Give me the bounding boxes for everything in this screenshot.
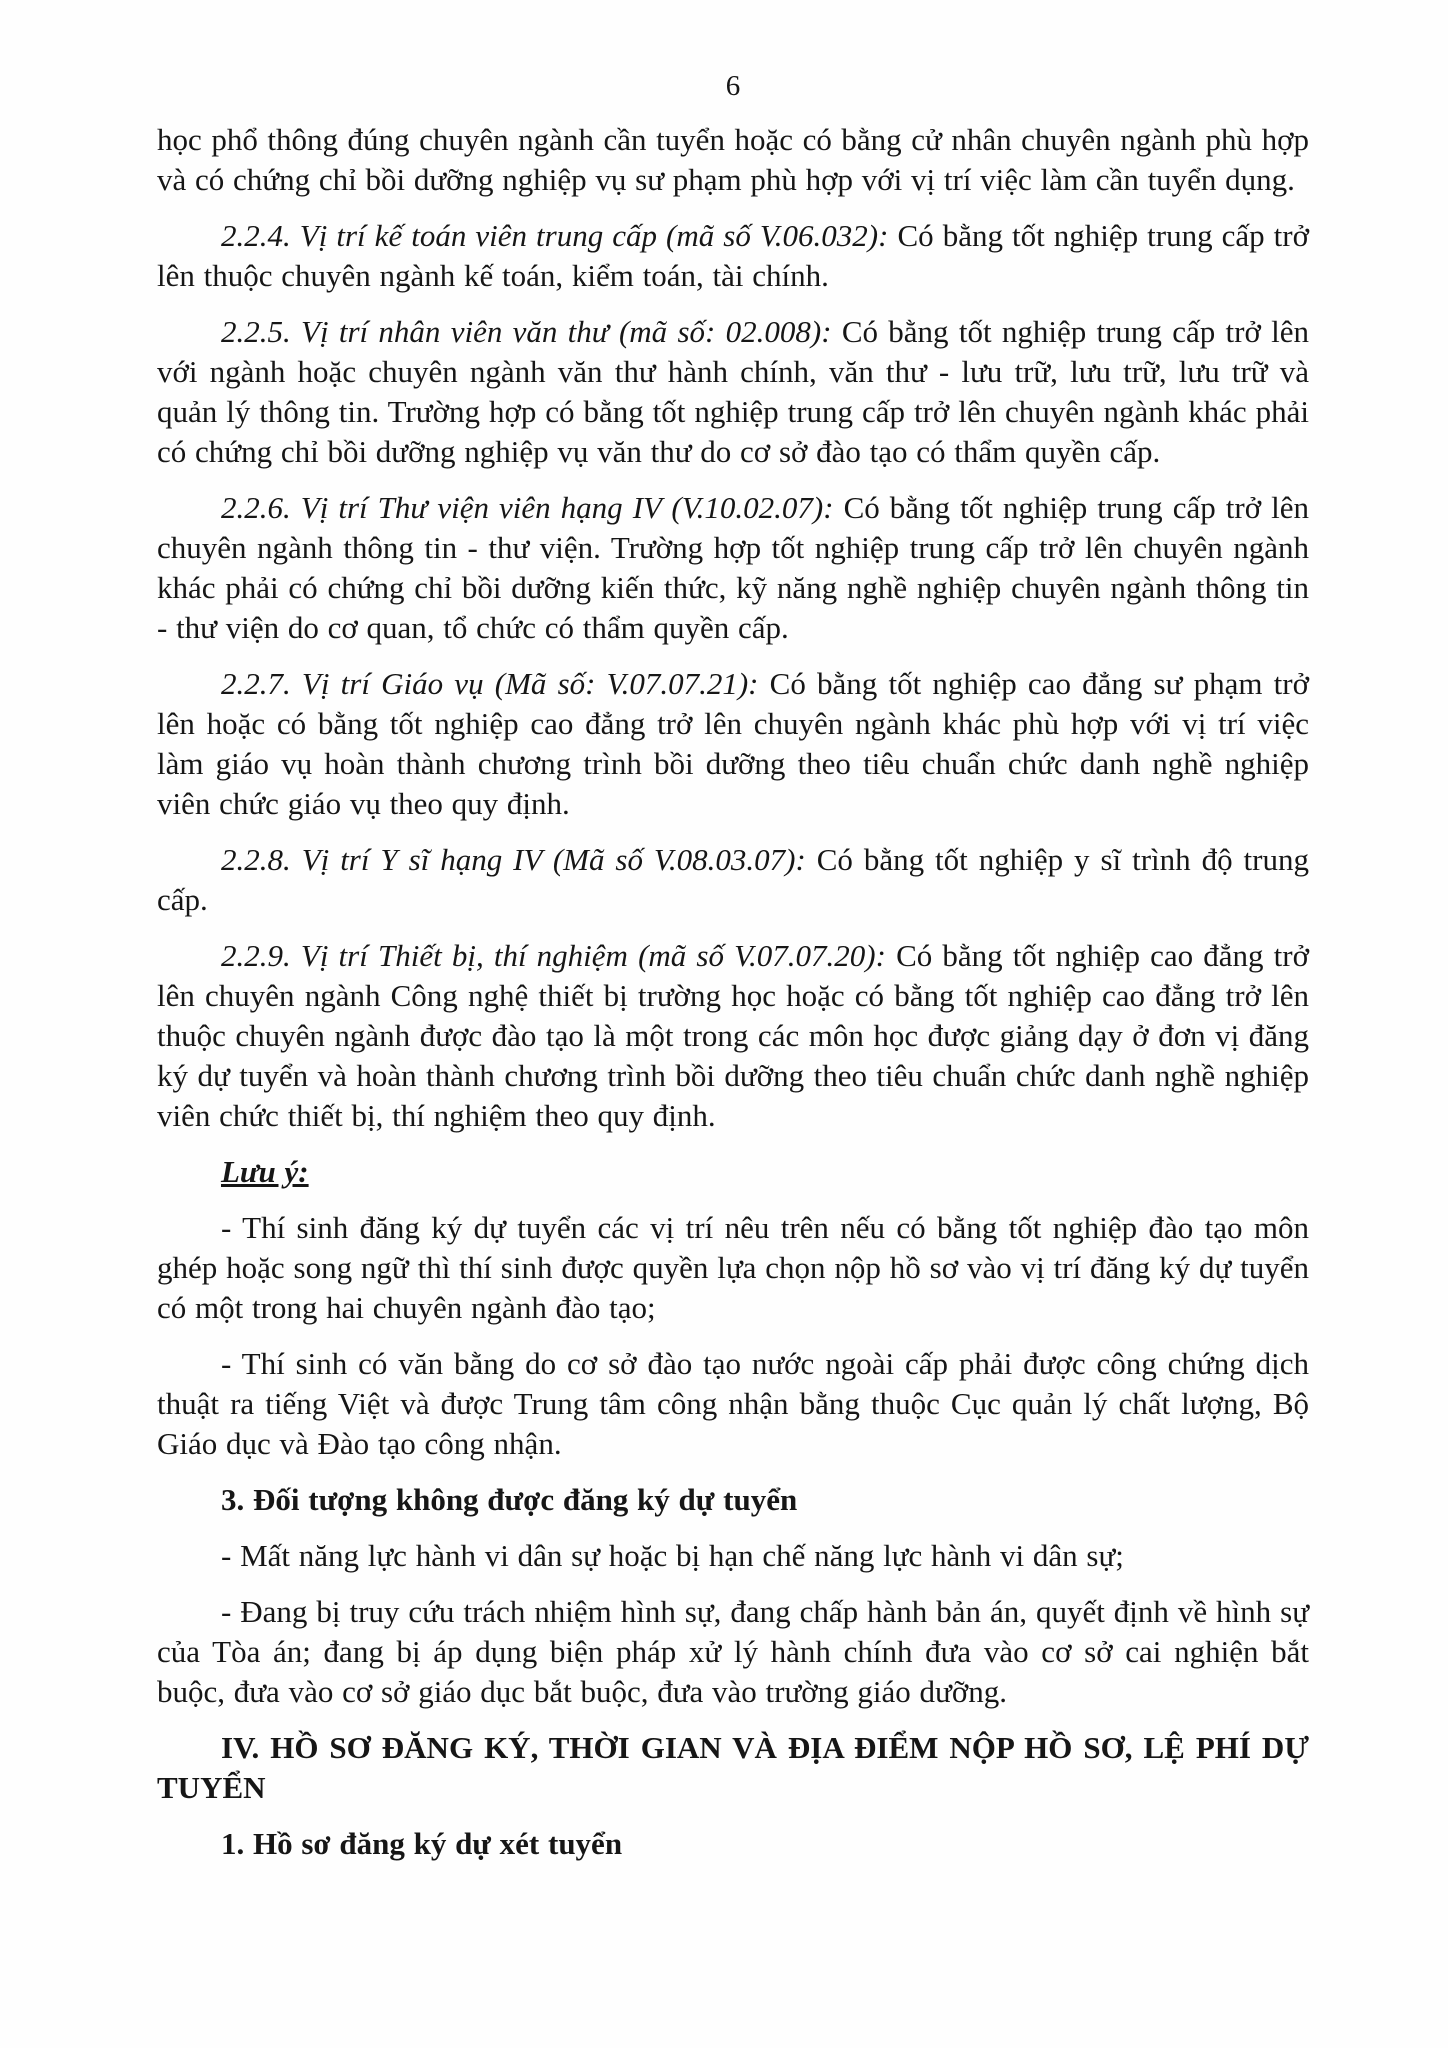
section-2-2-6-text: Có bằng tốt nghiệp trung cấp trở lên chuyên ngành thông tin - thư viện. Trường hợp tốt nghiệp trung cấp trở lên chuyên ngành khác phải có chứng chỉ bồi dưỡng kiến thức, kỹ năng nghề nghiệp chuyên ngành thông tin - thư viện do cơ quan, tổ chức có thẩm quyền cấp. (157, 490, 1309, 645)
section-2-2-8 (157, 840, 1309, 920)
heading-3: 3. Đối tượng không được đăng ký dự tuyển (221, 1482, 798, 1517)
section-2-2-7 (157, 664, 1309, 824)
section-3-bullet-2: - Đang bị truy cứu trách nhiệm hình sự, đang chấp hành bản án, quyết định về hình sự của Tòa án; đang bị áp dụng biện pháp xử lý hành chính đưa vào cơ sở cai nghiện bắt buộc, đưa vào cơ sở giáo dục bắt buộc, đưa vào trường giáo dưỡng. (157, 1594, 1309, 1709)
section-2-2-5-text: Có bằng tốt nghiệp trung cấp trở lên với ngành hoặc chuyên ngành văn thư hành chính, văn thư - lưu trữ, lưu trữ, lưu trữ và quản lý thông tin. Trường hợp có bằng tốt nghiệp trung cấp trở lên chuyên ngành khác phải có chứng chỉ bồi dưỡng nghiệp vụ văn thư do cơ sở đào tạo có thẩm quyền cấp. (157, 314, 1309, 469)
page-content (157, 66, 1309, 1880)
section-2-2-4-heading: 2.2.4. Vị trí kế toán viên trung cấp (mã số V.06.032): (221, 218, 889, 253)
note-bullet-1: - Thí sinh đăng ký dự tuyển các vị trí nêu trên nếu có bằng tốt nghiệp đào tạo môn ghép hoặc song ngữ thì thí sinh được quyền lựa chọn nộp hồ sơ vào vị trí đăng ký dự tuyển có một trong hai chuyên ngành đào tạo; (157, 1210, 1309, 1325)
section-2-2-8-heading: 2.2.8. Vị trí Y sĩ hạng IV (Mã số V.08.03.07): (221, 842, 806, 877)
section-2-2-8-text: Có bằng tốt nghiệp y sĩ trình độ trung cấp. (157, 842, 1309, 917)
section-2-2-5 (157, 312, 1309, 472)
section-2-2-5-heading: 2.2.5. Vị trí nhân viên văn thư (mã số: 02.008): (221, 314, 832, 349)
note-label: Lưu ý: (221, 1154, 309, 1189)
section-2-2-4 (157, 216, 1309, 296)
section-2-2-7-text: Có bằng tốt nghiệp cao đẳng sư phạm trở lên hoặc có bằng tốt nghiệp cao đẳng trở lên chuyên ngành khác phù hợp với vị trí việc làm giáo vụ hoàn thành chương trình bồi dưỡng theo tiêu chuẩn chức danh nghề nghiệp viên chức giáo vụ theo quy định. (157, 666, 1309, 821)
section-3-bullet-1: - Mất năng lực hành vi dân sự hoặc bị hạn chế năng lực hành vi dân sự; (221, 1538, 1124, 1573)
section-2-2-6-heading: 2.2.6. Vị trí Thư viện viên hạng IV (V.10.02.07): (221, 490, 834, 525)
note-bullet-2: - Thí sinh có văn bằng do cơ sở đào tạo nước ngoài cấp phải được công chứng dịch thuật ra tiếng Việt và được Trung tâm công nhận bằng thuộc Cục quản lý chất lượng, Bộ Giáo dục và Đào tạo công nhận. (157, 1346, 1309, 1461)
section-2-2-6 (157, 488, 1309, 648)
page-number: 6 (725, 70, 741, 102)
section-2-2-4-text: Có bằng tốt nghiệp trung cấp trở lên thuộc chuyên ngành kế toán, kiểm toán, tài chính. (157, 218, 1309, 293)
note-heading (157, 1152, 1309, 1192)
heading-section-iv: IV. HỒ SƠ ĐĂNG KÝ, THỜI GIAN VÀ ĐỊA ĐIỂM NỘP HỒ SƠ, LỆ PHÍ DỰ TUYỂN (157, 1730, 1309, 1805)
heading-iv-1: 1. Hồ sơ đăng ký dự xét tuyển (221, 1826, 623, 1861)
paragraph-intro-continuation: học phổ thông đúng chuyên ngành cần tuyển hoặc có bằng cử nhân chuyên ngành phù hợp và có chứng chỉ bồi dưỡng nghiệp vụ sư phạm phù hợp với vị trí việc làm cần tuyển dụng. (157, 122, 1309, 197)
section-2-2-9 (157, 936, 1309, 1136)
section-2-2-9-text: Có bằng tốt nghiệp cao đẳng trở lên chuyên ngành Công nghệ thiết bị trường học hoặc có bằng tốt nghiệp cao đẳng trở lên thuộc chuyên ngành được đào tạo là một trong các môn học được giảng dạy ở đơn vị đăng ký dự tuyển và hoàn thành chương trình bồi dưỡng theo tiêu chuẩn chức danh nghề nghiệp viên chức thiết bị, thí nghiệm theo quy định. (157, 938, 1310, 1133)
section-2-2-7-heading: 2.2.7. Vị trí Giáo vụ (Mã số: V.07.07.21): (221, 666, 759, 701)
section-2-2-9-heading: 2.2.9. Vị trí Thiết bị, thí nghiệm (mã số V.07.07.20): (221, 938, 886, 973)
